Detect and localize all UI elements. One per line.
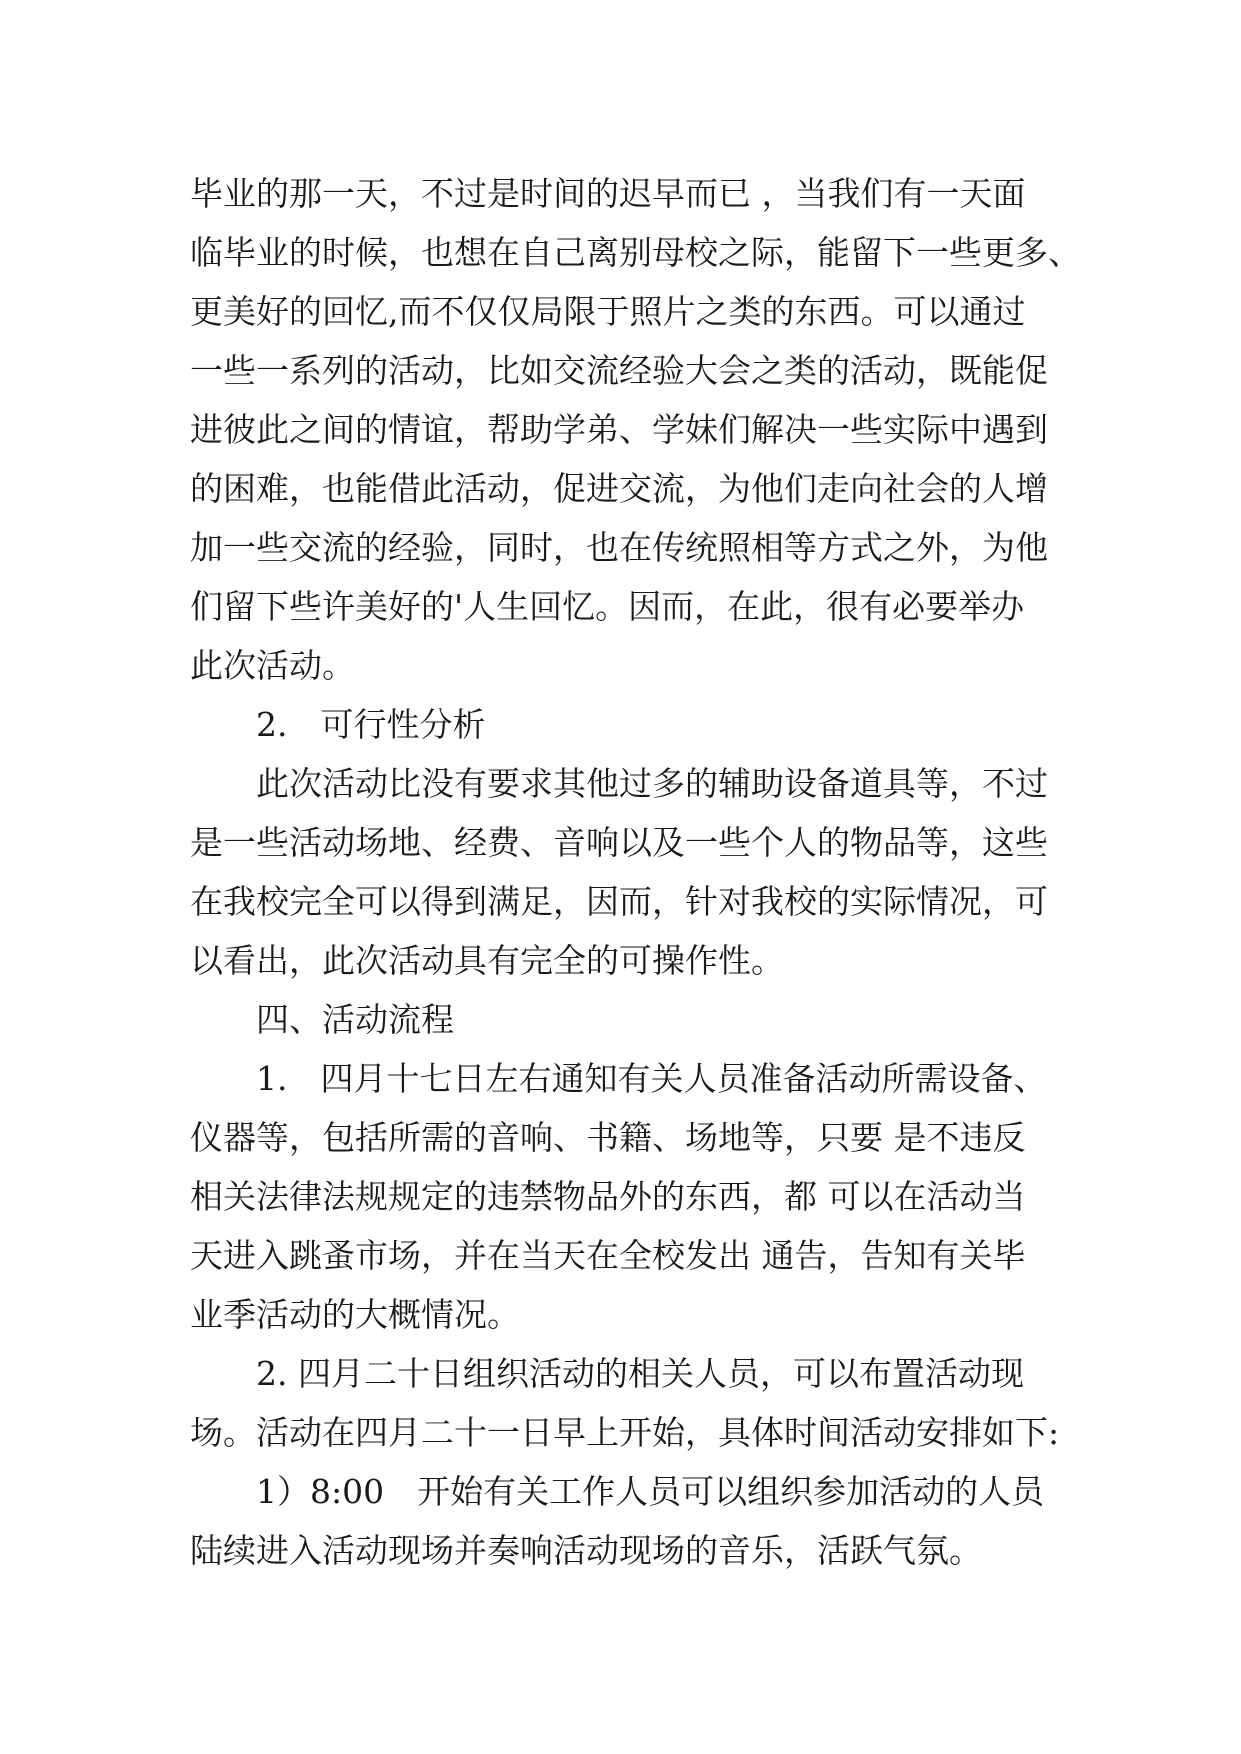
text-line: 们留下些许美好的'人生回忆。因而，在此，很有必要举办 bbox=[190, 587, 1025, 626]
text-line: 加一些交流的经验，同时，也在传统照相等方式之外，为他 bbox=[190, 528, 1048, 567]
list-item-start: 1. 四月十七日左右通知有关人员准备活动所需设备、 bbox=[256, 1059, 1047, 1098]
paragraph-start: 此次活动比没有要求其他过多的辅助设备道具等，不过 bbox=[256, 764, 1048, 803]
text-line: 天进入跳蚤市场，并在当天在全校发出 通告，告知有关毕 bbox=[190, 1236, 1026, 1275]
text-line: 一些一系列的活动，比如交流经验大会之类的活动，既能促 bbox=[190, 351, 1048, 390]
text-line: 在我校完全可以得到满足，因而，针对我校的实际情况，可 bbox=[190, 882, 1048, 921]
text-line: 进彼此之间的情谊，帮助学弟、学妹们解决一些实际中遇到 bbox=[190, 410, 1048, 449]
text-line: 场。活动在四月二十一日早上开始，具体时间活动安排如下: bbox=[190, 1413, 1060, 1452]
list-item-start: 2. 四月二十日组织活动的相关人员，可以布置活动现 bbox=[256, 1354, 1024, 1393]
text-line: 更美好的回忆,而不仅仅局限于照片之类的东西。可以通过 bbox=[190, 292, 1026, 331]
text-line: 陆续进入活动现场并奏响活动现场的音乐，活跃气氛。 bbox=[190, 1531, 982, 1570]
text-line: 的困难，也能借此活动，促进交流，为他们走向社会的人增 bbox=[190, 469, 1048, 508]
text-line: 此次活动。 bbox=[190, 646, 355, 685]
text-line: 毕业的那一天，不过是时间的迟早而已 ，当我们有一天面 bbox=[190, 174, 1026, 213]
list-item-start: 1）8:00 开始有关工作人员可以组织参加活动的人员 bbox=[256, 1472, 1045, 1511]
text-line: 临毕业的时候，也想在自己离别母校之际，能留下一些更多、 bbox=[190, 233, 1081, 272]
text-line: 仪器等，包括所需的音响、书籍、场地等，只要 是不违反 bbox=[190, 1118, 1026, 1157]
text-line: 以看出，此次活动具有完全的可操作性。 bbox=[190, 941, 784, 980]
section-heading: 四、活动流程 bbox=[256, 1000, 454, 1039]
document-body bbox=[190, 164, 1090, 1580]
text-line: 是一些活动场地、经费、音响以及一些个人的物品等，这些 bbox=[190, 823, 1048, 862]
text-line: 业季活动的大概情况。 bbox=[190, 1295, 520, 1334]
text-line: 相关法律法规规定的违禁物品外的东西，都 可以在活动当 bbox=[190, 1177, 1026, 1216]
section-heading: 2. 可行性分析 bbox=[256, 705, 486, 744]
